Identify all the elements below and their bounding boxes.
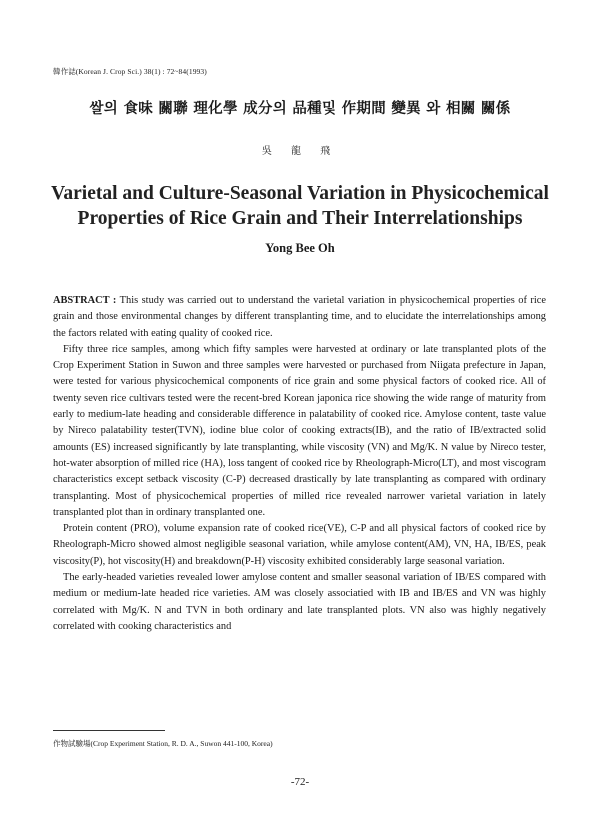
english-title-line-2: Properties of Rice Grain and Their Interrelationships xyxy=(77,208,523,229)
korean-author: 吳 龍 飛 xyxy=(261,146,339,157)
abstract-paragraph-1-text: This study was carried out to understand the varietal variation in physicochemical properties of rice grain and those environmental changes by different transplanting time, and to elucidate the interrelationships among the factors related with eating quality of cooked rice. xyxy=(53,295,546,339)
english-title xyxy=(0,181,600,231)
english-author: Yong Bee Oh xyxy=(265,241,335,255)
journal-reference: 韓作誌(Korean J. Crop Sci.) 38(1) : 72~84(1993) xyxy=(53,67,207,76)
abstract-paragraph-2: Fifty three rice samples, among which fifty samples were harvested at ordinary or late transplanted plots of the Crop Experiment Station in Suwon and three samples were harvested or purchased from Niigata prefecture in Japan, were tested for various physicochemical components of rice grain and some physical factors of cooked rice. All of twenty seven rice cultivars tested were the recent-bred Korean japonica rice showing the wide range of maturity from early to medium-late heading and considerable difference in palatability of cooked rice. Amylose content, taste value by Nireco palatability tester(TVN), iodine blue color of cooking extracts(IB), and the ratio of IB/extracted solid amounts (ES) increased significantly by late transplanting, while viscosity (VN) and Mg/K. N value by Nireco tester, hot-water absorption of milled rice (HA), loss tangent of cooked rice by Rheolograph-Micro(LT), and most viscogram characteristics except setback viscosity (C-P) decreased drastically by late transplanting as compared with ordinary transplanting. Most of physicochemical properties of milled rice revealed narrower varietal variation in lately transplanted plot than in ordinary transplanted one. xyxy=(53,343,546,518)
abstract-paragraph-1 xyxy=(53,293,546,342)
abstract-label: ABSTRACT : xyxy=(53,295,117,306)
abstract xyxy=(53,293,546,635)
footnote-divider xyxy=(53,730,165,731)
page-number: -72- xyxy=(290,776,310,788)
korean-title: 쌀의 食味 關聯 理化學 成分의 品種및 作期間 變異 와 相關 關係 xyxy=(89,101,511,117)
abstract-paragraph-3: Protein content (PRO), volume expansion rate of cooked rice(VE), C-P and all physical factors of cooked rice by Rheolograph-Micro showed almost negligible seasonal variation, while amylose content(AM), VN, HA, IB/ES, peak viscosity(P), hot viscosity(H) and breakdown(P-H) viscosity exhibited considerably large seasonal variation. xyxy=(53,523,546,567)
footnote-affiliation: 作物試驗場(Crop Experiment Station, R. D. A., Suwon 441-100, Korea) xyxy=(53,739,273,748)
abstract-paragraph-4: The early-headed varieties revealed lower amylose content and smaller seasonal variation of IB/ES compared with medium or medium-late headed rice varieties. AM was closely associatied with IB and IB/ES and VN was highly correlated with Mg/K. N and TVN in both ordinary and late transplanted plots. VN also was highly negatively correlated with cooking characteristics and xyxy=(53,572,546,632)
english-title-line-1: Varietal and Culture-Seasonal Variation in Physicochemical xyxy=(51,183,549,204)
